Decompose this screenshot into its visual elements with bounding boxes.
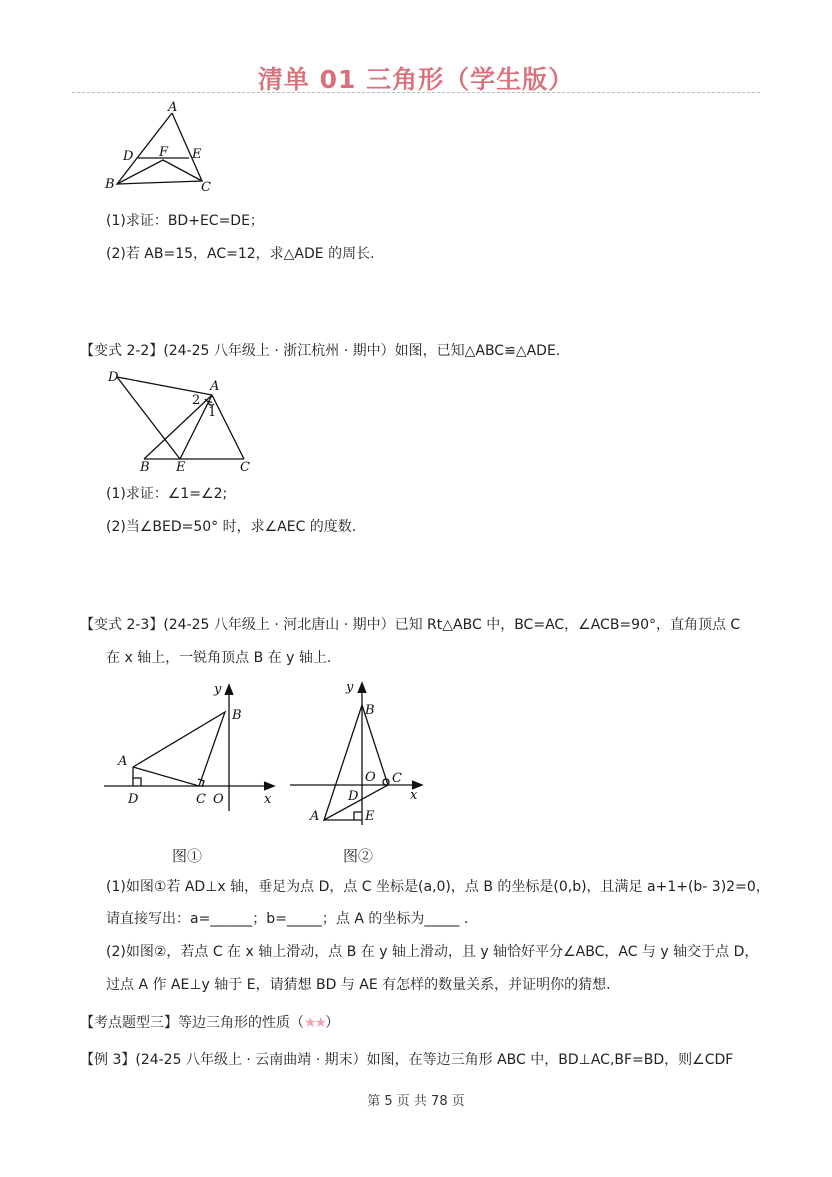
section3-label: 【考点题型三】等边三角形的性质（ <box>80 1015 304 1031</box>
label-b: B <box>140 460 150 475</box>
label-2: 2 <box>192 393 201 408</box>
label-y: y <box>346 680 354 695</box>
variant22-q2: (2)当∠BED=50° 时，求∠AEC 的度数. <box>106 519 357 535</box>
label-x: x <box>264 792 272 807</box>
section3-close: ） <box>325 1015 340 1031</box>
variant23-q2-line2: 过点 A 作 AE⊥y 轴于 E，请猜想 BD 与 AE 有怎样的数量关系，并证明你的猜想. <box>106 977 611 993</box>
label-a: A <box>168 100 178 115</box>
figure-1-coordinate <box>100 675 285 815</box>
label-o: O <box>213 792 224 807</box>
variant23-header-line1: 【变式 2-3】(24-25 八年级上 · 河北唐山 · 期中）已知 Rt△ABC 中，BC=AC，∠ACB=90°，直角顶点 C <box>80 617 741 633</box>
label-b: B <box>232 708 242 723</box>
label-e: E <box>365 809 375 824</box>
variant23-q1-line1: (1)如图①若 AD⊥x 轴，垂足为点 D，点 C 坐标是(a,0)，点 B 的坐标是(0,b)，且满足 a+1+(b- 3)2=0， <box>106 879 770 895</box>
label-y: y <box>214 682 222 697</box>
label-d: D <box>123 149 134 164</box>
label-f: F <box>159 145 169 160</box>
section3-heading <box>80 1014 339 1032</box>
figure-2-caption: 图② <box>343 847 374 865</box>
label-1: 1 <box>208 405 217 420</box>
page-footer: 第 5 页 共 78 页 <box>367 1094 465 1109</box>
label-x: x <box>410 788 418 803</box>
label-c: C <box>196 792 206 807</box>
figure-2-coordinate <box>290 675 430 835</box>
figure-variant22 <box>100 365 260 477</box>
variant22-header: 【变式 2-2】(24-25 八年级上 · 浙江杭州 · 期中）如图，已知△ABC≌△ADE. <box>80 343 561 359</box>
label-a: A <box>118 754 128 769</box>
example3-text: 【例 3】(24-25 八年级上 · 云南曲靖 · 期末）如图，在等边三角形 ABC 中，BD⊥AC,BF=BD，则∠CDF <box>80 1052 734 1068</box>
variant23-q2-line1: (2)如图②，若点 C 在 x 轴上滑动，点 B 在 y 轴上滑动，且 y 轴恰好平分∠ABC，AC 与 y 轴交于点 D， <box>106 944 759 960</box>
variant22-q1: (1)求证：∠1=∠2; <box>106 486 228 502</box>
variant23-header-line2: 在 x 轴上，一锐角顶点 B 在 y 轴上. <box>106 650 332 666</box>
label-b: B <box>105 177 115 192</box>
label-a: A <box>310 809 320 824</box>
variant23-q1-line2: 请直接写出：a=______；b=_____；点 A 的坐标为_____ . <box>106 911 469 927</box>
label-b: B <box>365 703 375 718</box>
label-o: O <box>365 770 376 785</box>
label-c: C <box>240 460 250 475</box>
difficulty-stars-icon: ★★ <box>304 1015 326 1031</box>
label-c: C <box>201 180 211 195</box>
label-a: A <box>210 379 220 394</box>
header-divider <box>72 92 760 93</box>
label-d: D <box>348 789 359 804</box>
figure-1-caption: 图① <box>172 847 203 865</box>
page-title: 清单 01 三角形（学生版） <box>257 65 575 94</box>
label-c: C <box>392 771 402 786</box>
label-e: E <box>192 147 202 162</box>
label-d: D <box>128 792 139 807</box>
problem1-q2: (2)若 AB=15，AC=12，求△ADE 的周长. <box>106 246 375 262</box>
label-d: D <box>108 370 119 385</box>
label-e: E <box>176 460 186 475</box>
problem1-q1: (1)求证：BD+EC=DE； <box>106 213 264 229</box>
figure-triangle-def <box>100 100 230 200</box>
